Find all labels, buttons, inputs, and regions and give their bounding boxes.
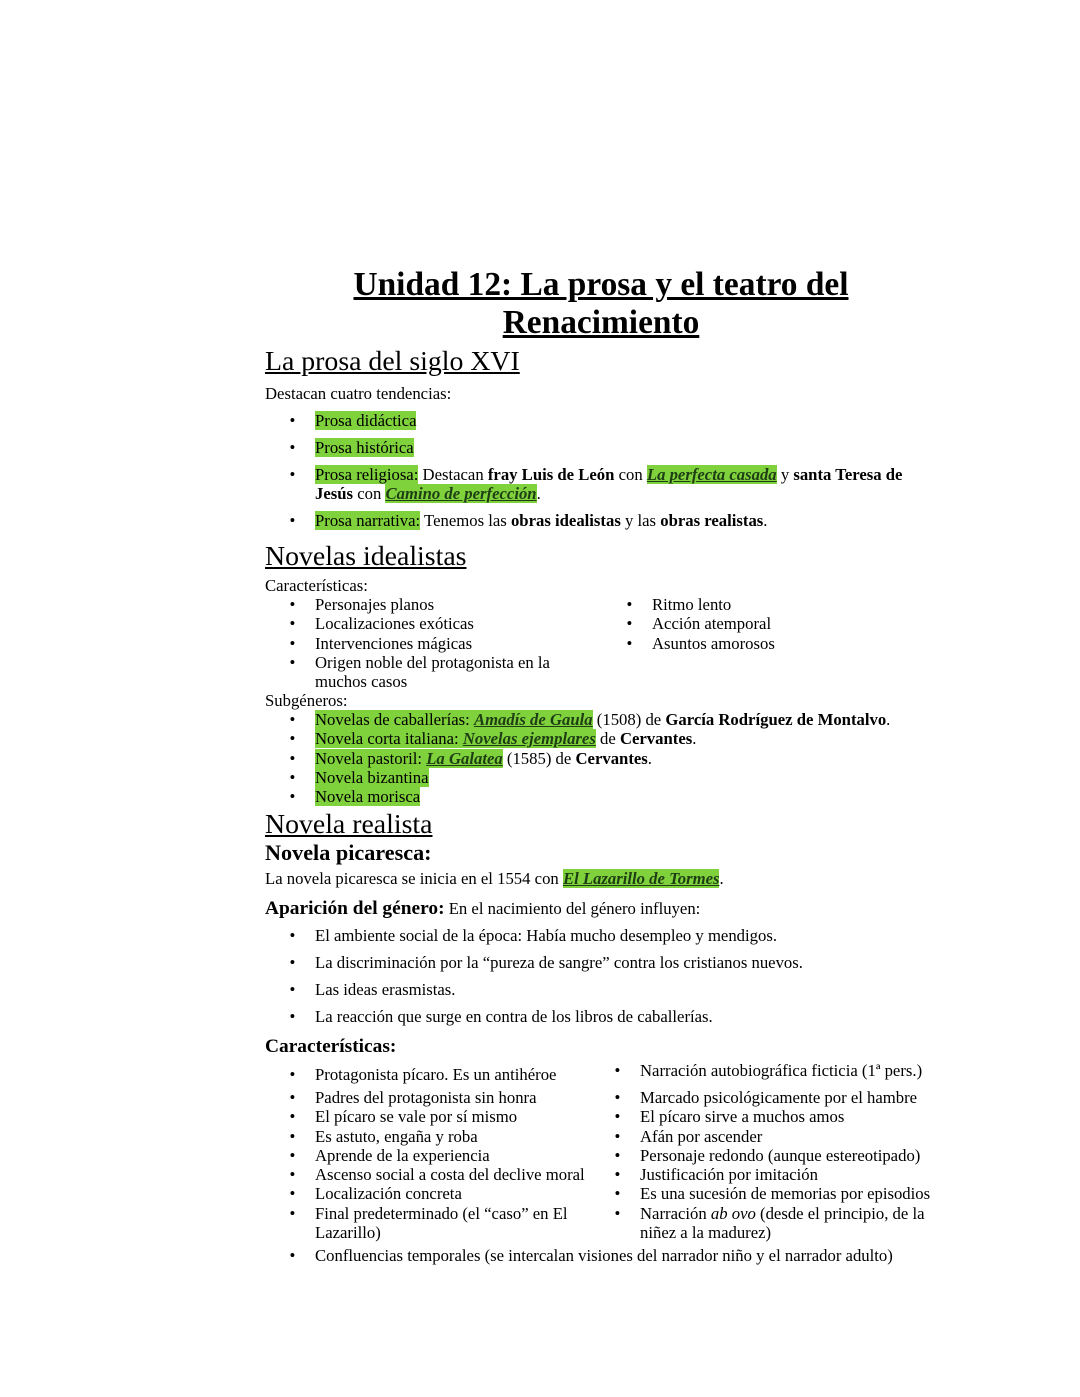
list-item-line-2: muchos casos <box>315 672 408 692</box>
text-segment: de <box>595 729 620 749</box>
list-item-line-2: niñez a la madurez) <box>640 1223 772 1243</box>
subgenero-corta-italiana <box>265 729 890 748</box>
text-segment: . <box>763 511 768 531</box>
text-segment: . <box>719 869 724 888</box>
subgenero-morisca <box>265 787 890 806</box>
text-segment: Narración <box>640 1203 711 1223</box>
aparicion-list <box>265 926 803 1034</box>
caracteristicas-right-list <box>590 1061 930 1242</box>
author-name: fray Luis de León <box>487 464 615 484</box>
list-item: • Es una sucesión de memorias por episodios <box>590 1184 930 1203</box>
list-item: • Intervenciones mágicas <box>265 634 550 653</box>
subgenero-label: Novela morisca <box>315 787 421 807</box>
prosa-tendencias-list <box>265 411 902 538</box>
author-name: Jesús <box>315 484 354 504</box>
author-name: santa Teresa de <box>793 464 903 484</box>
aparicion-heading <box>265 898 700 920</box>
picaresca-intro <box>265 869 724 888</box>
text-segment: . <box>647 748 652 768</box>
list-item: • La discriminación por la “pureza de sangre” contra los cristianos nuevos. <box>265 953 803 972</box>
caracteristicas-heading <box>265 1036 396 1058</box>
list-item: • Asuntos amorosos <box>602 634 775 653</box>
subgeneros-list <box>265 710 890 806</box>
italic-term: ab ovo <box>710 1203 756 1223</box>
idealistas-caracteristicas-right-list <box>602 595 775 653</box>
text-segment: y las <box>620 511 661 531</box>
list-item: • Personajes planos <box>265 595 550 614</box>
list-item: • Confluencias temporales (se intercalan visiones del narrador niño y el narrador adulto) <box>265 1246 893 1265</box>
highlight-prosa-historica: Prosa histórica <box>315 437 414 457</box>
text-segment: La novela picaresca se inicia en el 1554 con <box>265 869 563 888</box>
list-item: • Acción atemporal <box>602 614 775 633</box>
list-item-line-1: Origen noble del protagonista en la <box>315 652 550 672</box>
list-item: • Ascenso social a costa del declive moral <box>265 1165 585 1184</box>
list-item: • Localizaciones exóticas <box>265 614 550 633</box>
subgeneros-label: Subgéneros: <box>265 691 348 710</box>
list-item: • El ambiente social de la época: Había mucho desempleo y mendigos. <box>265 926 803 945</box>
list-item-prosa-historica <box>265 438 902 457</box>
text-segment: Tenemos las <box>420 511 511 531</box>
text-segment: (1585) de <box>502 748 576 768</box>
subgenero-label: Novela bizantina <box>315 767 429 787</box>
list-item-line-1: Final predeterminado (el “caso” en El <box>315 1203 568 1223</box>
subgenero-label: Novela corta italiana: <box>315 729 459 749</box>
list-item: • Localización concreta <box>265 1184 585 1203</box>
highlight-prosa-narrativa: Prosa narrativa: <box>315 511 421 531</box>
list-item: • Afán por ascender <box>590 1127 930 1146</box>
list-item: • Aprende de la experiencia <box>265 1146 585 1165</box>
list-item: • Justificación por imitación <box>590 1165 930 1184</box>
title-line-2: Renacimiento <box>502 304 700 341</box>
list-item: • Padres del protagonista sin honra <box>265 1088 585 1107</box>
work-title: El Lazarillo de Tormes <box>562 869 720 888</box>
highlight-prosa-religiosa: Prosa religiosa: <box>315 464 419 484</box>
highlight <box>315 729 596 748</box>
author-name: García Rodríguez de Montalvo <box>665 710 887 729</box>
bold-term: obras idealistas <box>510 511 621 531</box>
bold-term: obras realistas <box>660 511 764 531</box>
list-item: • El pícaro se vale por sí mismo <box>265 1107 585 1126</box>
list-item-prosa-didactica <box>265 411 902 430</box>
author-name: Cervantes <box>575 748 648 768</box>
work-title: Novelas ejemplares <box>462 729 596 749</box>
caracteristicas-label: Características: <box>265 1036 397 1057</box>
text-segment: . <box>692 729 697 749</box>
subgenero-pastoril <box>265 749 890 768</box>
document-title <box>265 266 937 342</box>
author-name: Cervantes <box>619 729 693 749</box>
text-segment: . <box>886 710 891 729</box>
list-item <box>265 653 550 692</box>
work-title: Camino de perfección <box>385 484 537 504</box>
idealistas-caracteristicas-label: Características: <box>265 576 368 595</box>
aparicion-text: En el nacimiento del género influyen: <box>444 899 701 918</box>
subgenero-bizantina <box>265 768 890 787</box>
list-item-prosa-narrativa <box>265 511 902 530</box>
section-heading-realista: Novela realista <box>265 809 433 840</box>
highlight <box>315 749 503 768</box>
section-heading-prosa: La prosa del siglo XVI <box>265 346 520 377</box>
work-title: Amadís de Gaula <box>473 710 593 729</box>
subgenero-label: Novela pastoril: <box>315 748 423 768</box>
text-segment: . <box>536 484 541 504</box>
text-segment: y <box>776 464 794 484</box>
list-item: • Las ideas erasmistas. <box>265 980 803 999</box>
text-segment: Destacan <box>418 464 488 484</box>
text-segment: (1508) de <box>592 710 666 729</box>
list-item: • Es astuto, engaña y roba <box>265 1127 585 1146</box>
work-title: La Galatea <box>426 748 503 768</box>
title-line-1: Unidad 12: La prosa y el teatro del <box>353 266 849 303</box>
text-segment: (desde el principio, de la <box>755 1203 925 1223</box>
list-item: • La reacción que surge en contra de los libros de caballerías. <box>265 1007 803 1026</box>
subgenero-label: Novelas de caballerías: <box>315 710 470 729</box>
work-title: La perfecta casada <box>646 464 777 484</box>
prosa-intro: Destacan cuatro tendencias: <box>265 384 452 403</box>
text-segment: con <box>614 464 647 484</box>
subgenero-caballerias <box>265 710 890 729</box>
list-item: • Marcado psicológicamente por el hambre <box>590 1088 930 1107</box>
idealistas-caracteristicas-left-list <box>265 595 550 691</box>
list-item: • Narración autobiográfica ficticia (1ª pers.) <box>590 1061 930 1080</box>
caracteristicas-left-list <box>265 1065 585 1242</box>
list-item <box>590 1204 930 1243</box>
list-item-prosa-religiosa <box>265 465 902 504</box>
subheading-picaresca: Novela picaresca: <box>265 840 432 865</box>
text-segment: con <box>353 484 386 504</box>
caracteristicas-final-list <box>265 1246 893 1265</box>
highlight-prosa-didactica: Prosa didáctica <box>315 411 417 430</box>
highlight <box>315 710 593 729</box>
list-item: • Protagonista pícaro. Es un antihéroe <box>265 1065 585 1084</box>
list-item <box>265 1204 585 1243</box>
aparicion-label: Aparición del género: <box>265 898 445 919</box>
list-item: • Ritmo lento <box>602 595 775 614</box>
section-heading-idealistas: Novelas idealistas <box>265 541 467 572</box>
list-item: • Personaje redondo (aunque estereotipado) <box>590 1146 930 1165</box>
list-item: • El pícaro sirve a muchos amos <box>590 1107 930 1126</box>
list-item-line-2: Lazarillo) <box>315 1223 381 1243</box>
